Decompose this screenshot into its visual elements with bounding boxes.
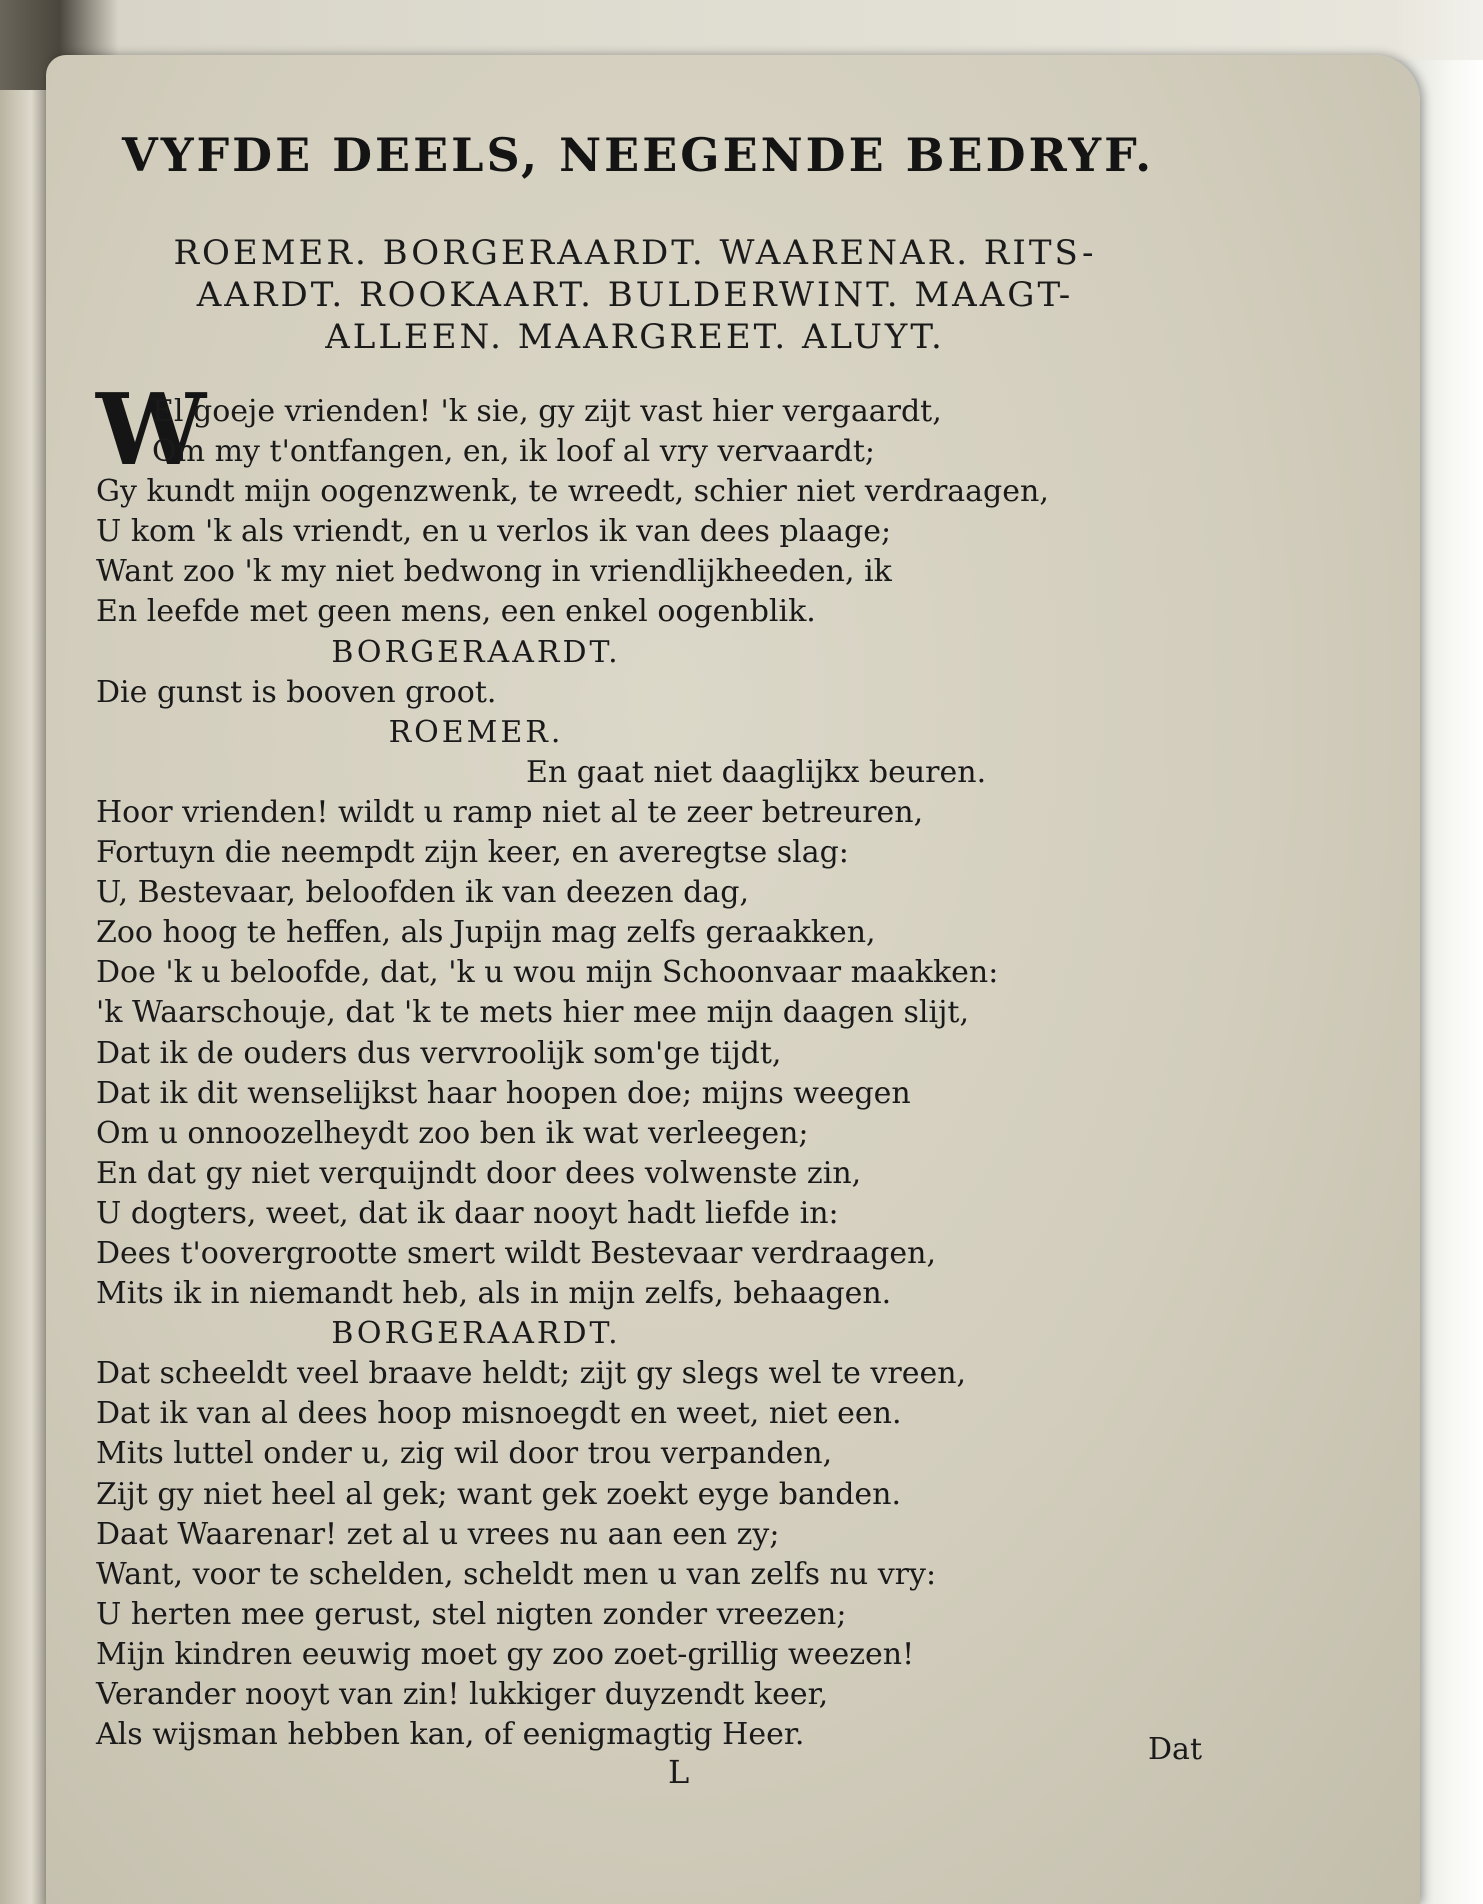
speaker-list-line: AARDT. ROOKAART. BULDERWINT. MAAGT- bbox=[196, 275, 1074, 315]
verse-line: El goeje vrienden! 'k sie, gy zijt vast hier vergaardt, bbox=[152, 394, 942, 429]
speaker-heading: BORGERAARDT. bbox=[331, 634, 621, 670]
verse-line: Zoo hoog te heffen, als Jupijn mag zelfs geraakken, bbox=[96, 915, 876, 951]
speaker-list-line: ALLEEN. MAARGREET. ALUYT. bbox=[325, 317, 945, 357]
signature-mark: L bbox=[668, 1753, 690, 1791]
speaker-heading: BORGERAARDT. bbox=[331, 1316, 621, 1352]
verse-line: U kom 'k als vriendt, en u verlos ik van dees plaage; bbox=[96, 514, 892, 550]
verse-line: Als wijsman hebben kan, of eenigmagtig Heer. bbox=[96, 1717, 805, 1753]
verse-line: Mijn kindren eeuwig moet gy zoo zoet-grillig weezen! bbox=[96, 1636, 915, 1672]
verse-line: U herten mee gerust, stel nigten zonder vreezen; bbox=[96, 1596, 847, 1632]
verse-line: Mits luttel onder u, zig wil door trou verpanden, bbox=[96, 1436, 833, 1472]
verse-line: Verander nooyt van zin! lukkiger duyzendt keer, bbox=[96, 1677, 829, 1712]
verse-line: Dat scheeldt veel braave heldt; zijt gy slegs wel te vreen, bbox=[96, 1356, 967, 1392]
speaker-heading: ROEMER. bbox=[388, 714, 564, 750]
verse-line: Daat Waarenar! zet al u vrees nu aan een zy; bbox=[96, 1516, 780, 1552]
verse-line: Dat ik dit wenselijkst haar hoopen doe; mijns weegen bbox=[96, 1075, 911, 1111]
speaker-list bbox=[100, 232, 1170, 358]
verse-line: Dat ik van al dees hoop misnoegdt en weet, niet een. bbox=[96, 1396, 902, 1432]
verse-line: Want zoo 'k my niet bedwong in vriendlijkheeden, ik bbox=[96, 554, 892, 590]
catchword: Dat bbox=[1148, 1732, 1202, 1767]
drop-cap: W bbox=[96, 373, 207, 488]
verse-line: En dat gy niet verquijndt door dees volwenste zin, bbox=[96, 1155, 862, 1191]
verse-line: Fortuyn die neempdt zijn keer, en averegtse slag: bbox=[96, 835, 849, 871]
verse-line: Die gunst is booven groot. bbox=[96, 674, 497, 710]
verse-line: Zijt gy niet heel al gek; want gek zoekt eyge banden. bbox=[96, 1476, 902, 1512]
speaker-list-line: ROEMER. BORGERAARDT. WAARENAR. RITS- bbox=[173, 233, 1097, 273]
verse-line: U, Bestevaar, beloofden ik van deezen dag, bbox=[96, 875, 749, 911]
verse-text bbox=[96, 392, 1196, 1755]
verse-line: 'k Waarschouje, dat 'k te mets hier mee mijn daagen slijt, bbox=[96, 995, 970, 1031]
verse-line: Dees t'oovergrootte smert wildt Bestevaar verdraagen, bbox=[96, 1235, 936, 1271]
running-title: VYFDE DEELS, NEEGENDE BEDRYF. bbox=[122, 128, 1155, 182]
verse-line: Gy kundt mijn oogenzwenk, te wreedt, schier niet verdraagen, bbox=[96, 474, 1049, 510]
verse-line: Om u onnoozelheydt zoo ben ik wat verleegen; bbox=[96, 1115, 809, 1151]
verse-line: Hoor vrienden! wildt u ramp niet al te zeer betreuren, bbox=[96, 794, 924, 830]
verse-line: U dogters, weet, dat ik daar nooyt hadt liefde in: bbox=[96, 1195, 839, 1231]
verse-line: Doe 'k u beloofde, dat, 'k u wou mijn Schoonvaar maakken: bbox=[96, 955, 999, 991]
verse-line: Om my t'ontfangen, en, ik loof al vry vervaardt; bbox=[152, 434, 875, 470]
book-spine-edge bbox=[0, 90, 52, 1904]
verse-line: En gaat niet daaglijkx beuren. bbox=[526, 754, 987, 790]
verse-line: Mits ik in niemandt heb, als in mijn zelfs, behaagen. bbox=[96, 1276, 892, 1312]
verse-line: Want, voor te schelden, scheldt men u van zelfs nu vry: bbox=[96, 1556, 937, 1592]
verse-line: Dat ik de ouders dus vervroolijk som'ge tijdt, bbox=[96, 1035, 782, 1071]
verse-line: En leefde met geen mens, een enkel oogenblik. bbox=[96, 594, 816, 630]
